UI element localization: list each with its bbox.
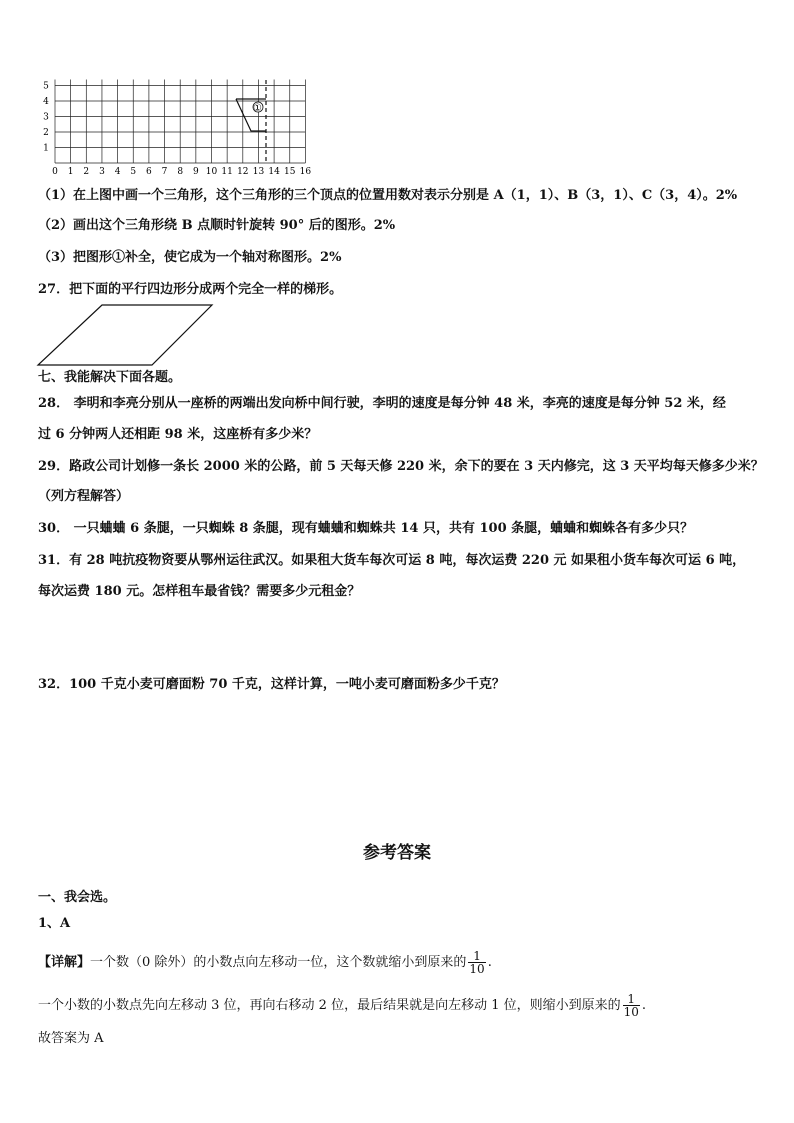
fraction-denominator-2: 10 — [623, 1005, 639, 1019]
grid-x-tick: 9 — [192, 167, 199, 176]
q26-sub2: （2）画出这个三角形绕 B 点顺时针旋转 90° 后的图形。2% — [38, 218, 396, 233]
q28-line1: 28． 李明和李亮分别从一座桥的两端出发向桥中间行驶，李明的速度是每分钟 48 米，李亮的速度是每分钟 52 米，经 — [38, 396, 726, 411]
grid-y-tick: 2 — [43, 128, 49, 138]
grid-y-tick: 4 — [43, 97, 49, 107]
grid-x-tick: 7 — [161, 167, 168, 176]
answer-detail — [38, 950, 492, 975]
grid-y-tick: 3 — [43, 112, 49, 123]
q26-sub1: （1）在上图中画一个三角形，这个三角形的三个顶点的位置用数对表示分别是 A（1，1）、B（3，1）、C（3，4）。2% — [38, 188, 738, 203]
answer-line2 — [38, 993, 646, 1018]
grid-y-tick: 1 — [43, 143, 49, 154]
answer-item1: 1、A — [38, 916, 71, 931]
grid-x-tick: 8 — [177, 167, 184, 176]
grid-x-tick: 0 — [52, 167, 58, 176]
q28-line2: 过 6 分钟两人还相距 98 米，这座桥有多少米？ — [38, 427, 318, 442]
fraction-denominator: 10 — [469, 962, 485, 976]
grid-x-tick: 16 — [299, 167, 312, 176]
grid-x-tick: 4 — [114, 167, 121, 176]
detail-text: 一个数（0 除外）的小数点向左移动一位，这个数就缩小到原来的 — [90, 955, 467, 970]
grid-x-tick: 12 — [237, 167, 249, 176]
fraction-numerator: 1 — [468, 950, 485, 963]
q29-line2: （列方程解答） — [38, 489, 130, 504]
fraction-one-tenth-2 — [623, 993, 640, 1018]
q29-line1: 29．路政公司计划修一条长 2000 米的公路，前 5 天每天修 220 米，余下的要在 3 天内修完，这 3 天平均每天修多少米？ — [38, 459, 764, 474]
coordinate-grid — [30, 76, 330, 176]
grid-x-tick: 15 — [284, 167, 296, 176]
q27-text: 27．把下面的平行四边形分成两个完全一样的梯形。 — [38, 282, 343, 297]
grid-x-tick: 6 — [146, 167, 152, 176]
parallelogram-figure — [34, 302, 218, 368]
grid-x-ticks — [52, 167, 311, 176]
section7-title: 七、我能解决下面各题。 — [38, 370, 182, 385]
grid-x-tick: 10 — [205, 167, 218, 176]
grid-y-tick: 5 — [43, 81, 49, 92]
grid-lines — [55, 80, 305, 164]
grid-x-tick: 2 — [83, 167, 90, 176]
answers-section1: 一、我会选。 — [38, 890, 117, 905]
line2-period: . — [641, 998, 647, 1013]
q30-text: 30． 一只蛐蛐 6 条腿，一只蜘蛛 8 条腿，现有蛐蛐和蜘蛛共 14 只，共有 100 条腿，蛐蛐和蜘蛛各有多少只？ — [38, 521, 694, 536]
fraction-one-tenth — [468, 950, 485, 975]
shape-one-label: ① — [253, 103, 262, 114]
fraction-numerator-2: 1 — [623, 993, 640, 1006]
q31-line2: 每次运费 180 元。怎样租车最省钱？需要多少元租金？ — [38, 584, 361, 599]
q31-line1: 31．有 28 吨抗疫物资要从鄂州运往武汉。如果租大货车每次可运 8 吨，每次运费 220 元 如果租小货车每次可运 6 吨， — [38, 553, 746, 568]
detail-period: . — [487, 955, 492, 970]
grid-x-tick: 5 — [130, 167, 137, 176]
grid-x-tick: 1 — [67, 167, 74, 176]
grid-x-tick: 11 — [221, 167, 233, 176]
answers-title: 参考答案 — [363, 843, 431, 863]
line2-text: 一个小数的小数点先向左移动 3 位，再向右移动 2 位，最后结果就是向左移动 1 位，则缩小到原来的 — [38, 998, 621, 1013]
q26-sub3: （3）把图形①补全，使它成为一个轴对称图形。2% — [38, 250, 342, 265]
detail-tag: 【详解】 — [38, 955, 91, 970]
grid-x-tick: 14 — [268, 167, 280, 176]
q32-text: 32．100 千克小麦可磨面粉 70 千克，这样计算，一吨小麦可磨面粉多少千克？ — [38, 677, 505, 692]
grid-x-tick: 13 — [252, 167, 265, 176]
grid-x-tick: 3 — [99, 167, 105, 176]
answer-conclusion: 故答案为 A — [38, 1031, 104, 1046]
grid-y-ticks — [43, 82, 49, 154]
